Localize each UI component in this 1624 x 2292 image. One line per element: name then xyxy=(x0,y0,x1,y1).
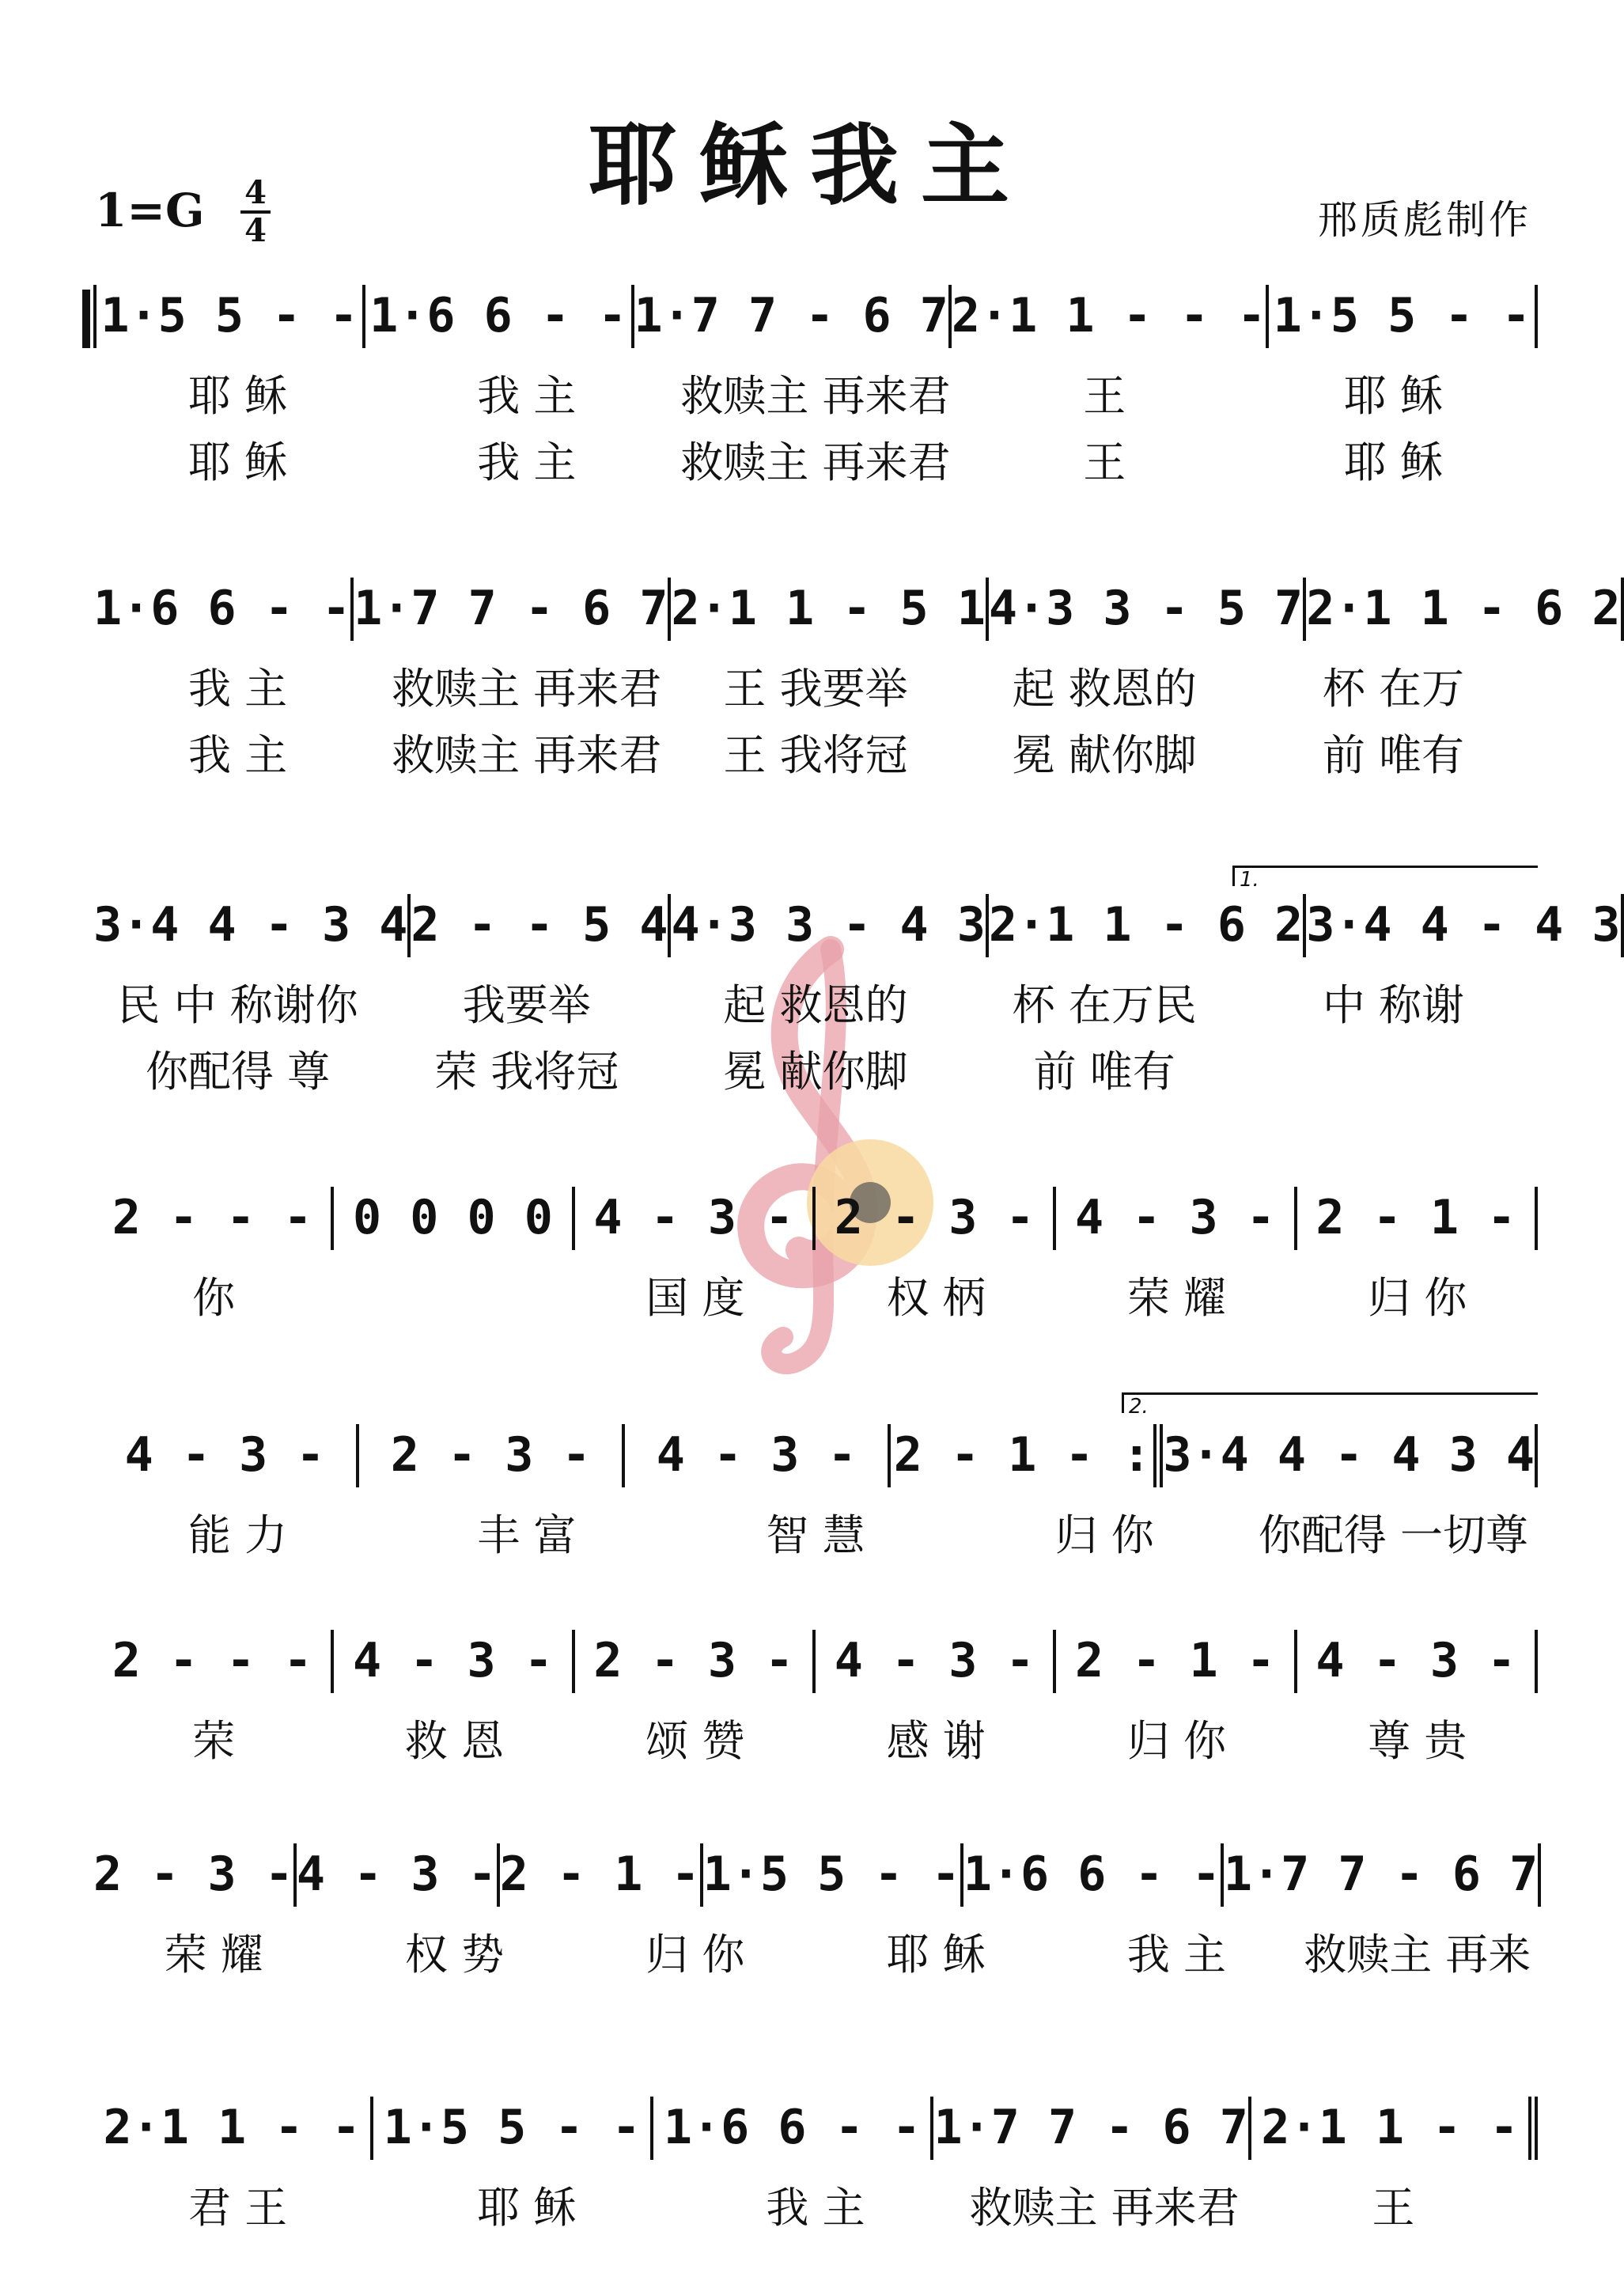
lyric-segment: 前 唯有 xyxy=(1033,1046,1175,1097)
measure: 1·6 6 - - xyxy=(653,2097,933,2160)
measure: 3·4 4 - 4 3 xyxy=(1306,894,1623,957)
lyric-segment: 荣 耀 xyxy=(1126,1272,1227,1323)
lyric-segment: 归 你 xyxy=(1054,1510,1154,1560)
measure: 1·6 6 - - xyxy=(963,1843,1224,1907)
measure: 2 - 1 - xyxy=(1056,1630,1297,1693)
lyric-segment: 救赎主 再来君 xyxy=(392,663,662,714)
score-system xyxy=(93,868,1621,1098)
lyric-segment: 丰 富 xyxy=(477,1510,577,1560)
lyric-segment: 尊 贵 xyxy=(1368,1715,1467,1766)
repeat-start-barline xyxy=(82,290,90,348)
lyric-segment: 耶 稣 xyxy=(1343,370,1443,421)
lyric-segment: 我 主 xyxy=(477,437,577,487)
lyric-segment: 你配得 尊 xyxy=(146,1046,331,1097)
lyric-segment: 王 我将冠 xyxy=(723,729,908,780)
lyric-segment: 我 主 xyxy=(188,663,288,714)
lyric-segment: 救赎主 再来君 xyxy=(680,437,951,487)
lyric-segment: 起 救恩的 xyxy=(723,979,908,1030)
score-system xyxy=(93,2097,1538,2234)
lyric-segment: 起 救恩的 xyxy=(1012,663,1197,714)
score-system xyxy=(93,1843,1538,1981)
lyric-segment: 感 谢 xyxy=(886,1715,986,1766)
measure: 2·1 1 - 6 2 xyxy=(1306,578,1623,641)
lyric-segment: 耶 稣 xyxy=(188,370,288,421)
lyric-line xyxy=(93,367,1538,421)
lyric-segment: 救赎主 再来君 xyxy=(680,370,951,421)
lyric-segment: 我 主 xyxy=(477,370,577,421)
lyric-line xyxy=(93,1269,1538,1323)
measure: 2·1 1 - 5 1 xyxy=(671,578,988,641)
measure: 2·1 1 - - - xyxy=(952,285,1269,348)
measure: 0 0 0 0 xyxy=(334,1187,574,1250)
measure: 4·3 3 - 4 3 xyxy=(671,894,988,957)
measure: 4 - 3 - xyxy=(1056,1187,1297,1250)
lyric-segment: 耶 稣 xyxy=(188,437,288,487)
volta-bracket: 1. xyxy=(1232,866,1538,886)
lyric-segment: 归 你 xyxy=(1368,1272,1467,1323)
lyric-line xyxy=(93,1043,1538,1097)
lyric-segment: 智 慧 xyxy=(766,1510,865,1560)
time-signature-bottom: 4 xyxy=(244,212,267,249)
measure: 1·7 7 - 6 7 xyxy=(1224,1843,1541,1907)
lyric-segment: 你 xyxy=(192,1272,236,1323)
song-title: 耶稣我主 xyxy=(589,114,1032,218)
measure: 4 - 3 - xyxy=(1297,1630,1538,1693)
measure: 4·3 3 - 5 7 xyxy=(989,578,1306,641)
author-credit: 邢质彪制作 xyxy=(1318,197,1531,243)
measure: 1·5 5 - - xyxy=(373,2097,653,2160)
lyric-segment: 权 势 xyxy=(404,1929,505,1979)
lyric-segment: 王 我要举 xyxy=(723,663,908,714)
measure: 1·6 6 - - xyxy=(93,578,354,641)
lyric-segment: 冕 献你脚 xyxy=(723,1046,908,1097)
measure: 2 - 3 - xyxy=(93,1843,297,1907)
measure: 2 - - 5 4 xyxy=(411,894,671,957)
score-system xyxy=(93,1187,1538,1324)
lyric-segment: 归 你 xyxy=(645,1929,745,1979)
lyric-segment: 救 恩 xyxy=(404,1715,505,1766)
time-signature-top: 4 xyxy=(244,174,267,211)
measure: 4 - 3 - xyxy=(625,1424,891,1487)
lyric-line xyxy=(93,434,1538,487)
measure: 1·6 6 - - xyxy=(365,285,634,348)
measure: 2·1 1 - - xyxy=(93,2097,373,2160)
lyric-segment: 杯 在万民 xyxy=(1012,979,1197,1030)
lyric-segment: 民 中 称谢你 xyxy=(117,979,358,1030)
measure: 1·5 5 - - xyxy=(1269,285,1538,348)
lyric-segment: 中 称谢 xyxy=(1322,979,1464,1030)
measure: 4 - 3 - xyxy=(297,1843,500,1907)
score-system xyxy=(93,285,1538,489)
lyric-segment: 国 度 xyxy=(645,1272,745,1323)
lyric-segment: 救赎主 再来 xyxy=(1304,1929,1531,1979)
lyric-segment: 能 力 xyxy=(188,1510,288,1560)
lyric-line xyxy=(93,726,1538,780)
lyric-segment: 耶 稣 xyxy=(1343,437,1443,487)
lyric-segment: 我 主 xyxy=(1126,1929,1227,1979)
lyric-segment: 荣 我将冠 xyxy=(434,1046,619,1097)
lyric-segment: 我要举 xyxy=(462,979,591,1030)
score-system xyxy=(93,578,1621,782)
lyric-segment: 王 xyxy=(1083,437,1126,487)
measure: 1·7 7 - 6 7 xyxy=(354,578,671,641)
lyric-segment: 归 你 xyxy=(1126,1715,1227,1766)
lyric-segment: 你配得 一切尊 xyxy=(1258,1510,1528,1560)
lyric-segment: 杯 在万 xyxy=(1322,663,1464,714)
measure: 4 - 3 - xyxy=(816,1630,1056,1693)
volta-bracket: 2. xyxy=(1122,1392,1538,1413)
measure: 4 - 3 - xyxy=(334,1630,574,1693)
lyric-segment: 耶 稣 xyxy=(477,2182,577,2233)
measure: 1·5 5 - - xyxy=(93,285,365,348)
measure: 2·1 1 - - xyxy=(1251,2097,1538,2160)
lyric-segment: 荣 耀 xyxy=(164,1929,263,1979)
key-signature: 1=G xyxy=(95,184,205,237)
lyric-line xyxy=(93,1506,1538,1560)
time-signature xyxy=(236,176,275,248)
lyric-segment: 前 唯有 xyxy=(1322,729,1464,780)
lyric-line xyxy=(93,1712,1538,1766)
measure: 3·4 4 - 3 4 xyxy=(93,894,411,957)
lyric-segment: 君 王 xyxy=(188,2182,288,2233)
measure: 1·7 7 - 6 7 xyxy=(933,2097,1251,2160)
lyric-segment: 我 主 xyxy=(188,729,288,780)
lyric-line xyxy=(93,2179,1538,2233)
measure: 2·1 1 - 6 2 xyxy=(989,894,1306,957)
lyric-segment xyxy=(1249,1043,1538,1093)
lyric-segment: 我 主 xyxy=(766,2182,865,2233)
lyric-segment: 权 柄 xyxy=(886,1272,986,1323)
measure: 1·7 7 - 6 7 xyxy=(634,285,952,348)
lyric-segment: 救赎主 再来君 xyxy=(392,729,662,780)
lyric-segment: 冕 献你脚 xyxy=(1012,729,1197,780)
lyric-line xyxy=(93,976,1538,1030)
lyric-segment: 颂 赞 xyxy=(645,1715,745,1766)
measure: 3·4 4 - 4 3 4 xyxy=(1163,1424,1538,1487)
lyric-segment: 救赎主 再来君 xyxy=(969,2182,1240,2233)
lyric-segment: 王 xyxy=(1372,2182,1415,2233)
lyric-segment: 荣 xyxy=(192,1715,236,1766)
measure: 2 - 3 - xyxy=(816,1187,1056,1250)
lyric-segment: 王 xyxy=(1083,370,1126,421)
measure: 4 - 3 - xyxy=(93,1424,359,1487)
measure: 1·5 5 - - xyxy=(703,1843,963,1907)
lyric-line xyxy=(93,660,1538,714)
measure: 2 - 1 - xyxy=(500,1843,703,1907)
measure: 2 - - - xyxy=(93,1187,334,1250)
measure: 2 - 3 - xyxy=(575,1630,816,1693)
lyric-line xyxy=(93,1926,1538,1979)
lyric-segment: 耶 稣 xyxy=(886,1929,986,1979)
measure: 2 - 3 - xyxy=(359,1424,625,1487)
measure: 4 - 3 - xyxy=(575,1187,816,1250)
score-system xyxy=(93,1395,1538,1562)
score-system xyxy=(93,1630,1538,1767)
lyric-segment xyxy=(334,1269,574,1320)
measure: 2 - 1 - : xyxy=(891,1424,1163,1487)
measure: 2 - 1 - xyxy=(1297,1187,1538,1250)
measure: 2 - - - xyxy=(93,1630,334,1693)
